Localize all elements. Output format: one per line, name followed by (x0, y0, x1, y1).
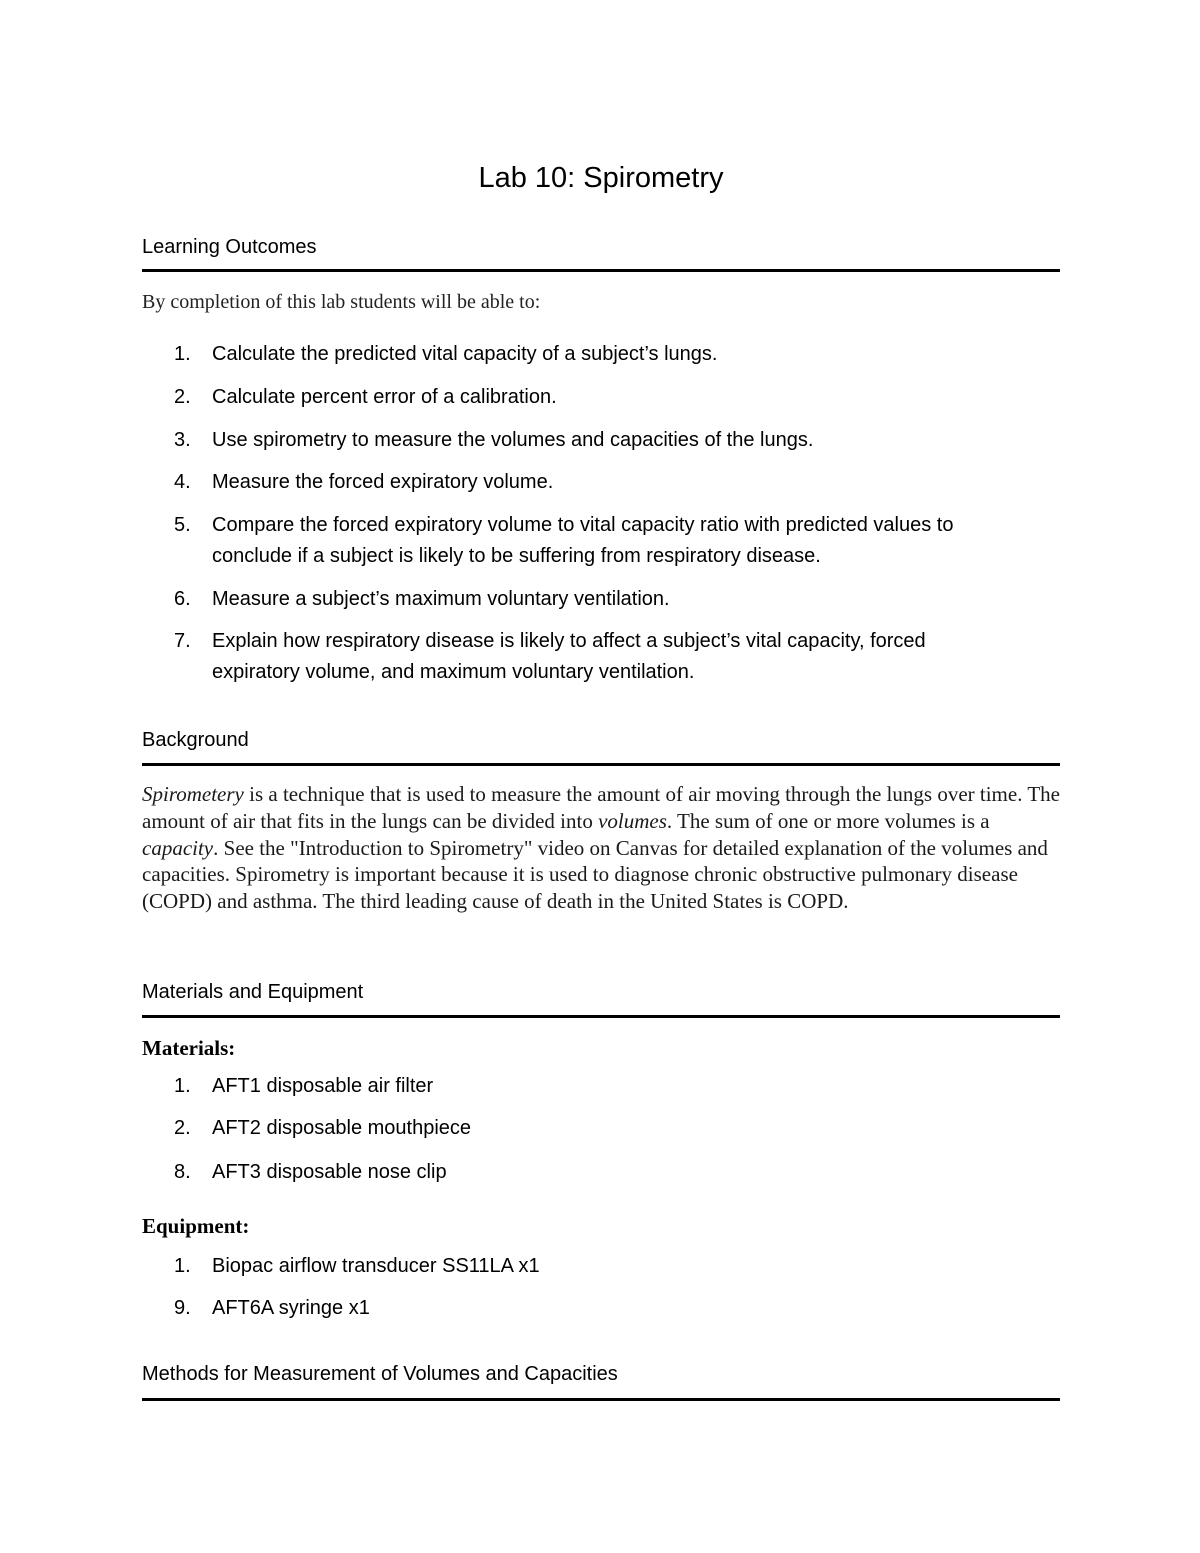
term-volumes: volumes (598, 808, 667, 833)
section-divider (142, 1015, 1060, 1018)
term-spirometry: Spirometery (142, 782, 244, 806)
page-title: Lab 10: Spirometry (478, 162, 724, 194)
section-divider (142, 1398, 1060, 1401)
term-capacity: capacity (142, 835, 214, 860)
learning-outcomes-heading: Learning Outcomes (142, 236, 317, 258)
materials-equipment-heading: Materials and Equipment (142, 981, 364, 1003)
section-divider (142, 763, 1060, 766)
methods-heading: Methods for Measurement of Volumes and Capacities (142, 1363, 618, 1385)
learning-outcomes-intro: By completion of this lab students will be able to: (142, 291, 541, 313)
equipment-label: Equipment: (142, 1214, 250, 1238)
background-paragraph: Spirometery is a technique that is used to measure the amount of air moving through the lungs over time. The amount of air that fits in the lungs can be divided into volumes. The sum of one or more volumes is a capacity. See the "Introduction to Spirometry" video on Canvas for detailed explanation of the volumes and capacities. Spirometry is important because it is used to diagnose chronic obstructive pulmonary disease (COPD) and asthma. The third leading cause of death in the United States is COPD. (142, 782, 1060, 914)
materials-label: Materials: (142, 1036, 236, 1060)
section-divider (142, 269, 1060, 272)
background-heading: Background (142, 729, 249, 751)
